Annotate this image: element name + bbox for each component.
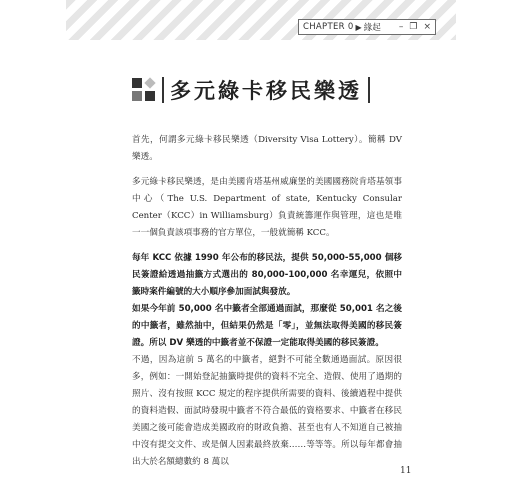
chapter-window-tab (298, 19, 436, 35)
section-title: 多元綠卡移民樂透 (170, 79, 362, 103)
close-icon: × (423, 22, 431, 32)
title-divider-right (368, 77, 370, 103)
paragraph-kcc: 多元綠卡移民樂透，是由美國肯塔基州威廉堡的美國國務院肯塔基領事中心（The U.S. Department of state, Kentucky Consular Center（KCC）in Williamsburg）負責統籌運作與管理，這也是唯一一個負責該項事務的官方單位，一般就簡稱 KCC。 (132, 177, 402, 238)
section-heading (132, 75, 370, 105)
restore-icon: ❐ (409, 22, 418, 32)
paragraph-no-guarantee: 如果今年前 50,000 名中籤者全部通過面試，那麼從 50,001 名之後的中籤者，雖然抽中，但結果仍然是「零」，並無法取得美國的移民簽證。所以 DV 樂透的中籤者並不保證一定能取得美國的移民簽證。 (132, 304, 402, 348)
minimize-icon: – (398, 22, 404, 32)
paragraph-intro: 首先，何謂多元綠卡移民樂透（Diversity Visa Lottery）。簡稱 DV 樂透。 (132, 135, 402, 162)
blocks-icon (132, 78, 156, 102)
play-arrow-icon: ▶ (355, 22, 362, 32)
title-divider-left (162, 77, 164, 103)
body-text (132, 132, 402, 479)
page-number: 11 (400, 466, 412, 476)
paragraph-reasons: 不過，因為這前 5 萬名的中籤者，絕對不可能全數通過面試。原因很多，例如：一開始登記抽籤時提供的資料不完全、造假、使用了過期的照片、沒有按照 KCC 規定的程序提供所需要的資料、後續過程中提供的資料造假、面試時發現中籤者不符合最低的資格要求、中籤者在移民美國之後可能會造成美國政府的財政負擔、甚至也有人不知道自己被抽中沒有提交文件、或是個人因素最終放棄……等等等。所以每年都會抽出大於名額總數約 8 萬以 (132, 355, 402, 467)
paragraph-quota: 每年 KCC 依據 1990 年公布的移民法，提供 50,000-55,000 個移民簽證給透過抽籤方式選出的 80,000-100,000 名幸運兒，依照中籤時案件編號的大小順序參加面試與發放。 (132, 253, 402, 297)
chapter-label: CHAPTER 0 (303, 22, 354, 32)
window-controls (399, 22, 431, 32)
section-label: 緣起 (363, 23, 381, 33)
